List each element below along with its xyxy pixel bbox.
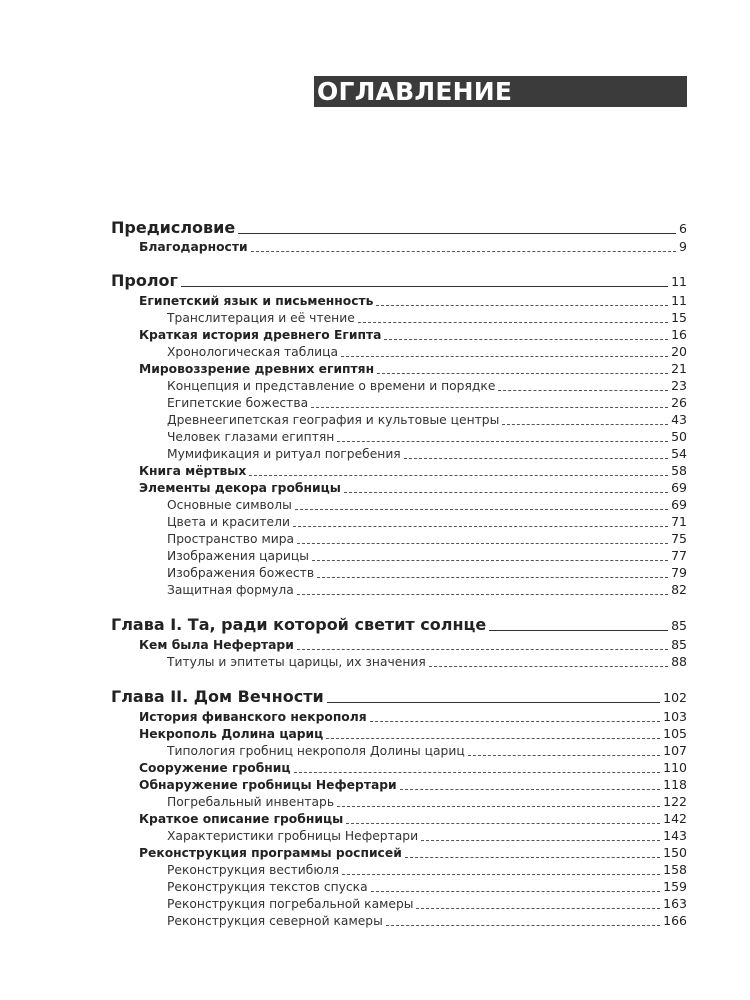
toc-entry-label: Титулы и эпитеты царицы, их значения [167, 655, 426, 669]
toc-page-number: 159 [663, 879, 687, 894]
toc-leader [400, 789, 660, 790]
toc-leader [344, 492, 668, 493]
toc-entry-label: Краткое описание гробницы [139, 812, 344, 826]
toc-entry[interactable] [111, 564, 687, 581]
toc-entry[interactable] [111, 708, 687, 725]
toc-entry-label: Книга мёртвых [139, 464, 247, 478]
toc-entry[interactable] [111, 581, 687, 598]
toc-leader [337, 441, 668, 442]
toc-entry-label: Защитная формула [167, 583, 294, 597]
toc-page-number: 50 [671, 429, 687, 444]
toc-entry-label: История фиванского некрополя [139, 710, 367, 724]
toc-entry[interactable] [111, 827, 687, 844]
toc-entry-label: Мировоззрение древних египтян [139, 362, 375, 376]
toc-page-number: 77 [671, 548, 687, 563]
toc-entry-label: Типология гробниц некрополя Долины цариц [167, 744, 465, 758]
toc-leader [342, 874, 660, 875]
toc-entry[interactable] [111, 895, 687, 912]
toc-page-number: 85 [671, 618, 687, 633]
toc-page-number: 11 [671, 274, 687, 289]
toc-entry-label: Сооружение гробниц [139, 761, 291, 775]
toc-page-number: 54 [671, 446, 687, 461]
toc-entry-label: Древнеегипетская география и культовые центры [167, 413, 500, 427]
toc-page-number: 71 [671, 514, 687, 529]
toc-leader [327, 702, 660, 703]
toc-page-number: 102 [663, 690, 687, 705]
toc-page-number: 21 [671, 361, 687, 376]
toc-entry-label: Краткая история древнего Египта [139, 328, 382, 342]
toc-page-number: 142 [663, 811, 687, 826]
toc-leader [293, 526, 668, 527]
toc-entry[interactable] [111, 725, 687, 742]
toc-entry[interactable] [111, 445, 687, 462]
toc-page-number: 88 [671, 654, 687, 669]
toc-entry-label: Пролог [111, 271, 178, 290]
toc-page-number: 107 [663, 743, 687, 758]
toc-entry-prologue[interactable] [111, 269, 687, 291]
toc-entry[interactable] [111, 479, 687, 496]
toc-leader [429, 666, 668, 667]
toc-page-number: 122 [663, 794, 687, 809]
toc-entry-preface[interactable] [111, 216, 687, 238]
toc-entry-chapter-1[interactable] [111, 613, 687, 635]
toc-entry-label: Мумификация и ритуал погребения [167, 447, 401, 461]
toc-entry-label: Реконструкция вестибюля [167, 863, 339, 877]
toc-leader [181, 286, 668, 287]
toc-entry-label: Человек глазами египтян [167, 430, 335, 444]
toc-leader [251, 251, 676, 252]
toc-page-number: 43 [671, 412, 687, 427]
toc-page-number: 58 [671, 463, 687, 478]
toc-page-number: 79 [671, 565, 687, 580]
toc-entry[interactable] [111, 343, 687, 360]
toc-entry-label: Глава II. Дом Вечности [111, 687, 324, 706]
toc-entry[interactable] [111, 377, 687, 394]
toc-leader [326, 738, 660, 739]
toc-leader [489, 630, 668, 631]
toc-entry-label: Благодарности [139, 240, 248, 254]
toc-entry[interactable] [111, 810, 687, 827]
toc-entry[interactable] [111, 878, 687, 895]
toc-entry-label: Египетский язык и письменность [139, 294, 374, 308]
toc-leader [405, 857, 660, 858]
toc-entry[interactable] [111, 844, 687, 861]
toc-entry-label: Хронологическая таблица [167, 345, 339, 359]
toc-leader [297, 649, 668, 650]
toc-entry-label: Реконструкция погребальной камеры [167, 897, 414, 911]
toc-entry-label: Кем была Нефертари [139, 638, 294, 652]
toc-leader [502, 424, 668, 425]
toc-leader [371, 891, 661, 892]
toc-entry-label: Основные символы [167, 498, 292, 512]
toc-entry-label: Глава I. Та, ради которой светит солнце [111, 615, 487, 634]
toc-leader [416, 908, 660, 909]
toc-page-number: 69 [671, 497, 687, 512]
toc-entry[interactable] [111, 411, 687, 428]
toc-page-number: 105 [663, 726, 687, 741]
toc-entry[interactable] [111, 861, 687, 878]
toc-leader [297, 543, 668, 544]
toc-entry[interactable] [111, 513, 687, 530]
toc-page-number: 15 [671, 310, 687, 325]
toc-leader [341, 356, 668, 357]
toc-entry[interactable] [111, 496, 687, 513]
toc-page-number: 16 [671, 327, 687, 342]
toc-page-number: 20 [671, 344, 687, 359]
toc-entry[interactable] [111, 360, 687, 377]
toc-leader [295, 509, 668, 510]
toc-entry[interactable] [111, 292, 687, 309]
toc-page-number: 69 [671, 480, 687, 495]
toc-entry[interactable] [111, 653, 687, 670]
toc-leader [377, 373, 668, 374]
toc-leader [498, 390, 668, 391]
toc-leader [311, 407, 668, 408]
page-title: ОГЛАВЛЕНИЕ [314, 76, 687, 107]
toc-entry[interactable] [111, 238, 687, 255]
toc-entry[interactable] [111, 530, 687, 547]
toc-entry-label: Предисловие [111, 218, 236, 237]
toc-entry-label: Обнаружение гробницы Нефертари [139, 778, 397, 792]
toc-leader [386, 925, 660, 926]
toc-entry[interactable] [111, 547, 687, 564]
toc-page-number: 6 [679, 221, 687, 236]
toc-page-number: 75 [671, 531, 687, 546]
toc-page-number: 143 [663, 828, 687, 843]
toc-page-number: 163 [663, 896, 687, 911]
toc-entry-label: Концепция и представление о времени и порядке [167, 379, 496, 393]
toc-page-number: 82 [671, 582, 687, 597]
toc-page-number: 158 [663, 862, 687, 877]
toc-entry[interactable] [111, 428, 687, 445]
toc-page-number: 26 [671, 395, 687, 410]
toc-leader [249, 475, 668, 476]
toc-entry[interactable] [111, 309, 687, 326]
toc-entry-label: Реконструкция текстов спуска [167, 880, 368, 894]
toc-page-number: 9 [679, 239, 687, 254]
toc-leader [384, 339, 668, 340]
toc-entry-label: Египетские божества [167, 396, 309, 410]
toc-entry-label: Пространство мира [167, 532, 295, 546]
toc-leader [346, 823, 660, 824]
toc-page-number: 23 [671, 378, 687, 393]
toc-entry-label: Цвета и красители [167, 515, 290, 529]
toc-leader [468, 755, 660, 756]
toc-entry[interactable] [111, 793, 687, 810]
toc-entry-label: Некрополь Долина цариц [139, 727, 324, 741]
toc-entry[interactable] [111, 394, 687, 411]
toc-leader [337, 806, 660, 807]
toc-page-number: 110 [663, 760, 687, 775]
toc-page-number: 85 [671, 637, 687, 652]
toc-leader [421, 840, 660, 841]
toc-entry-label: Реконструкция программы росписей [139, 846, 402, 860]
toc-entry[interactable] [111, 912, 687, 929]
toc-entry-label: Изображения божеств [167, 566, 315, 580]
toc-leader [404, 458, 668, 459]
toc-entry-label: Реконструкция северной камеры [167, 914, 383, 928]
toc-entry-label: Изображения царицы [167, 549, 309, 563]
toc-entry[interactable] [111, 759, 687, 776]
toc-page-number: 11 [671, 293, 687, 308]
toc-entry[interactable] [111, 326, 687, 343]
toc-page-number: 118 [663, 777, 687, 792]
toc-entry[interactable] [111, 742, 687, 759]
toc-leader [317, 577, 668, 578]
toc-page-number: 103 [663, 709, 687, 724]
toc-entry-label: Характеристики гробницы Нефертари [167, 829, 419, 843]
toc-leader [294, 772, 661, 773]
toc-page-number: 166 [663, 913, 687, 928]
toc-leader [297, 594, 668, 595]
toc-leader [370, 721, 660, 722]
toc-entry-label: Транслитерация и её чтение [167, 311, 355, 325]
toc-entry-label: Элементы декора гробницы [139, 481, 341, 495]
toc-entry-label: Погребальный инвентарь [167, 795, 335, 809]
toc-entry[interactable] [111, 776, 687, 793]
toc-entry[interactable] [111, 462, 687, 479]
toc-entry-chapter-2[interactable] [111, 685, 687, 707]
toc-entry[interactable] [111, 636, 687, 653]
toc-leader [376, 305, 668, 306]
toc-page-number: 150 [663, 845, 687, 860]
toc-leader [312, 560, 668, 561]
toc-leader [358, 322, 668, 323]
toc-leader [238, 233, 676, 234]
